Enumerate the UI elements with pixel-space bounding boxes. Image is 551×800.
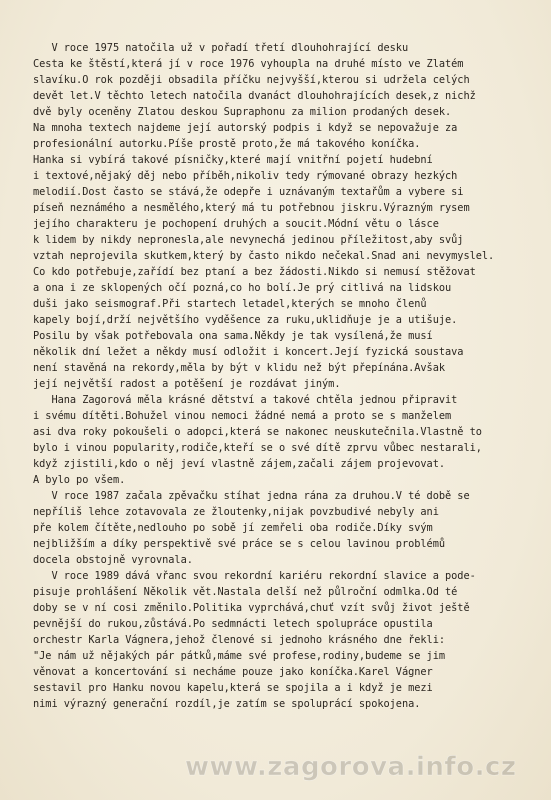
text-line: V roce 1989 dává vřanc svou rekordní kariéru rekordní slavice a pode- bbox=[33, 570, 476, 582]
text-line: "Je nám už nějakých pár pátků,máme své profese,rodiny,budeme se jim bbox=[33, 650, 446, 662]
text-line: Hanka si vybírá takové písničky,které mají vnitřní pojetí hudební bbox=[33, 154, 433, 166]
text-line: V roce 1987 začala zpěvačku stíhat jedna rána za druhou.V té době se bbox=[33, 490, 470, 502]
text-line: melodií.Dost často se stává,že odepře i uznávaným textařům a vybere si bbox=[33, 186, 464, 198]
text-line: kapely bojí,drží největšího vyděšence za ruku,uklidňuje je a utišuje. bbox=[33, 314, 458, 326]
text-line: asi dva roky pokoušeli o adopci,která se nakonec neuskutečnila.Vlastně to bbox=[33, 426, 482, 438]
text-line: pisuje prohlášení Několik vět.Nastala delší než půlroční odmlka.Od té bbox=[33, 586, 458, 598]
text-line: i textové,nějaký děj nebo příběh,nikoliv tedy rýmované obrazy hezkých bbox=[33, 170, 458, 182]
text-line: Na mnoha textech najdeme její autorský podpis i když se nepovažuje za bbox=[33, 122, 458, 134]
text-line: nejbližším a díky perspektivě své práce se s celou lavinou problémů bbox=[33, 538, 446, 550]
text-line: slavíku.O rok později obsadila příčku nejvyšší,kterou si udržela celých bbox=[33, 74, 470, 86]
text-line: sestavil pro Hanku novou kapelu,která se spojila a i když je mezi bbox=[33, 682, 433, 694]
text-line: píseň neznámého a nesmělého,který má tu potřebnou jiskru.Výrazným rysem bbox=[33, 202, 470, 214]
text-line: vztah neprojevila skutkem,který by často nikdo nečekal.Snad ani nevymyslel. bbox=[33, 250, 495, 262]
document-body bbox=[33, 40, 533, 712]
text-line: Co kdo potřebuje,zařídí bez ptaní a bez žádosti.Nikdo si nemusí stěžovat bbox=[33, 266, 476, 278]
text-line: doby se v ní cosi změnilo.Politika vyprchává,chuť vzít svůj život ještě bbox=[33, 602, 470, 614]
text-line: její největší radost a potěšení je rozdávat jiným. bbox=[33, 378, 341, 390]
text-line: profesionální autorku.Píše prostě proto,že má takového koníčka. bbox=[33, 138, 421, 150]
text-line: pevnější do rukou,zůstává.Po sedmnácti letech spolupráce opustila bbox=[33, 618, 433, 630]
text-line: nepříliš lehce zotavovala ze žloutenky,nijak povzbudivé nebyly ani bbox=[33, 506, 439, 518]
text-line: duši jako seismograf.Při startech letadel,kterých se mnoho členů bbox=[33, 298, 427, 310]
text-line: pře kolem čítěte,nedlouho po sobě jí zemřeli oba rodiče.Díky svým bbox=[33, 522, 433, 534]
text-line: Hana Zagorová měla krásné dětství a takové chtěla jednou připravit bbox=[33, 394, 458, 406]
text-line: bylo i vinou popularity,rodiče,kteří se o své dítě zprvu vůbec nestarali, bbox=[33, 442, 482, 454]
text-line: A bylo po všem. bbox=[33, 474, 126, 486]
text-line: Cesta ke štěstí,která jí v roce 1976 vyhoupla na druhé místo ve Zlatém bbox=[33, 58, 464, 70]
text-line: V roce 1975 natočila už v pořadí třetí dlouhohrající desku bbox=[33, 42, 409, 54]
text-line: několik dní ležet a někdy musí odložit i koncert.Její fyzická soustava bbox=[33, 346, 464, 358]
text-line: nimi výrazný generační rozdíl,je zatím se spoluprácí spokojena. bbox=[33, 698, 421, 710]
text-line: Posilu by však potřebovala ona sama.Někdy je tak vysílená,že musí bbox=[33, 330, 433, 342]
text-line: věnovat a koncertování si necháme pouze jako koníčka.Karel Vágner bbox=[33, 666, 433, 678]
text-line: a ona i ze sklopených očí pozná,co ho bolí.Je prý citlivá na lidskou bbox=[33, 282, 452, 294]
text-line: docela obstojně vyrovnala. bbox=[33, 554, 193, 566]
text-line: když zjistili,kdo o něj jeví vlastně zájem,začali zájem projevovat. bbox=[33, 458, 446, 470]
text-line: k lidem by nikdy nepronesla,ale nevynechá jedinou příležitost,aby svůj bbox=[33, 234, 464, 246]
text-line: i svému dítěti.Bohužel vinou nemoci žádné nemá a proto se s manželem bbox=[33, 410, 452, 422]
text-line: orchestr Karla Vágnera,jehož členové si jednoho krásného dne řekli: bbox=[33, 634, 446, 646]
text-line: dvě byly oceněny Zlatou deskou Supraphonu za milion prodaných desek. bbox=[33, 106, 452, 118]
text-line: jejího charakteru je pochopení druhých a soucit.Módní větu o lásce bbox=[33, 218, 439, 230]
text-line: devět let.V těchto letech natočila dvanáct dlouhohrajících desek,z nichž bbox=[33, 90, 476, 102]
text-line: není stavěná na rekordy,měla by být v klidu než být přepínána.Avšak bbox=[33, 362, 446, 374]
watermark: www.zagorova.info.cz bbox=[185, 752, 517, 782]
